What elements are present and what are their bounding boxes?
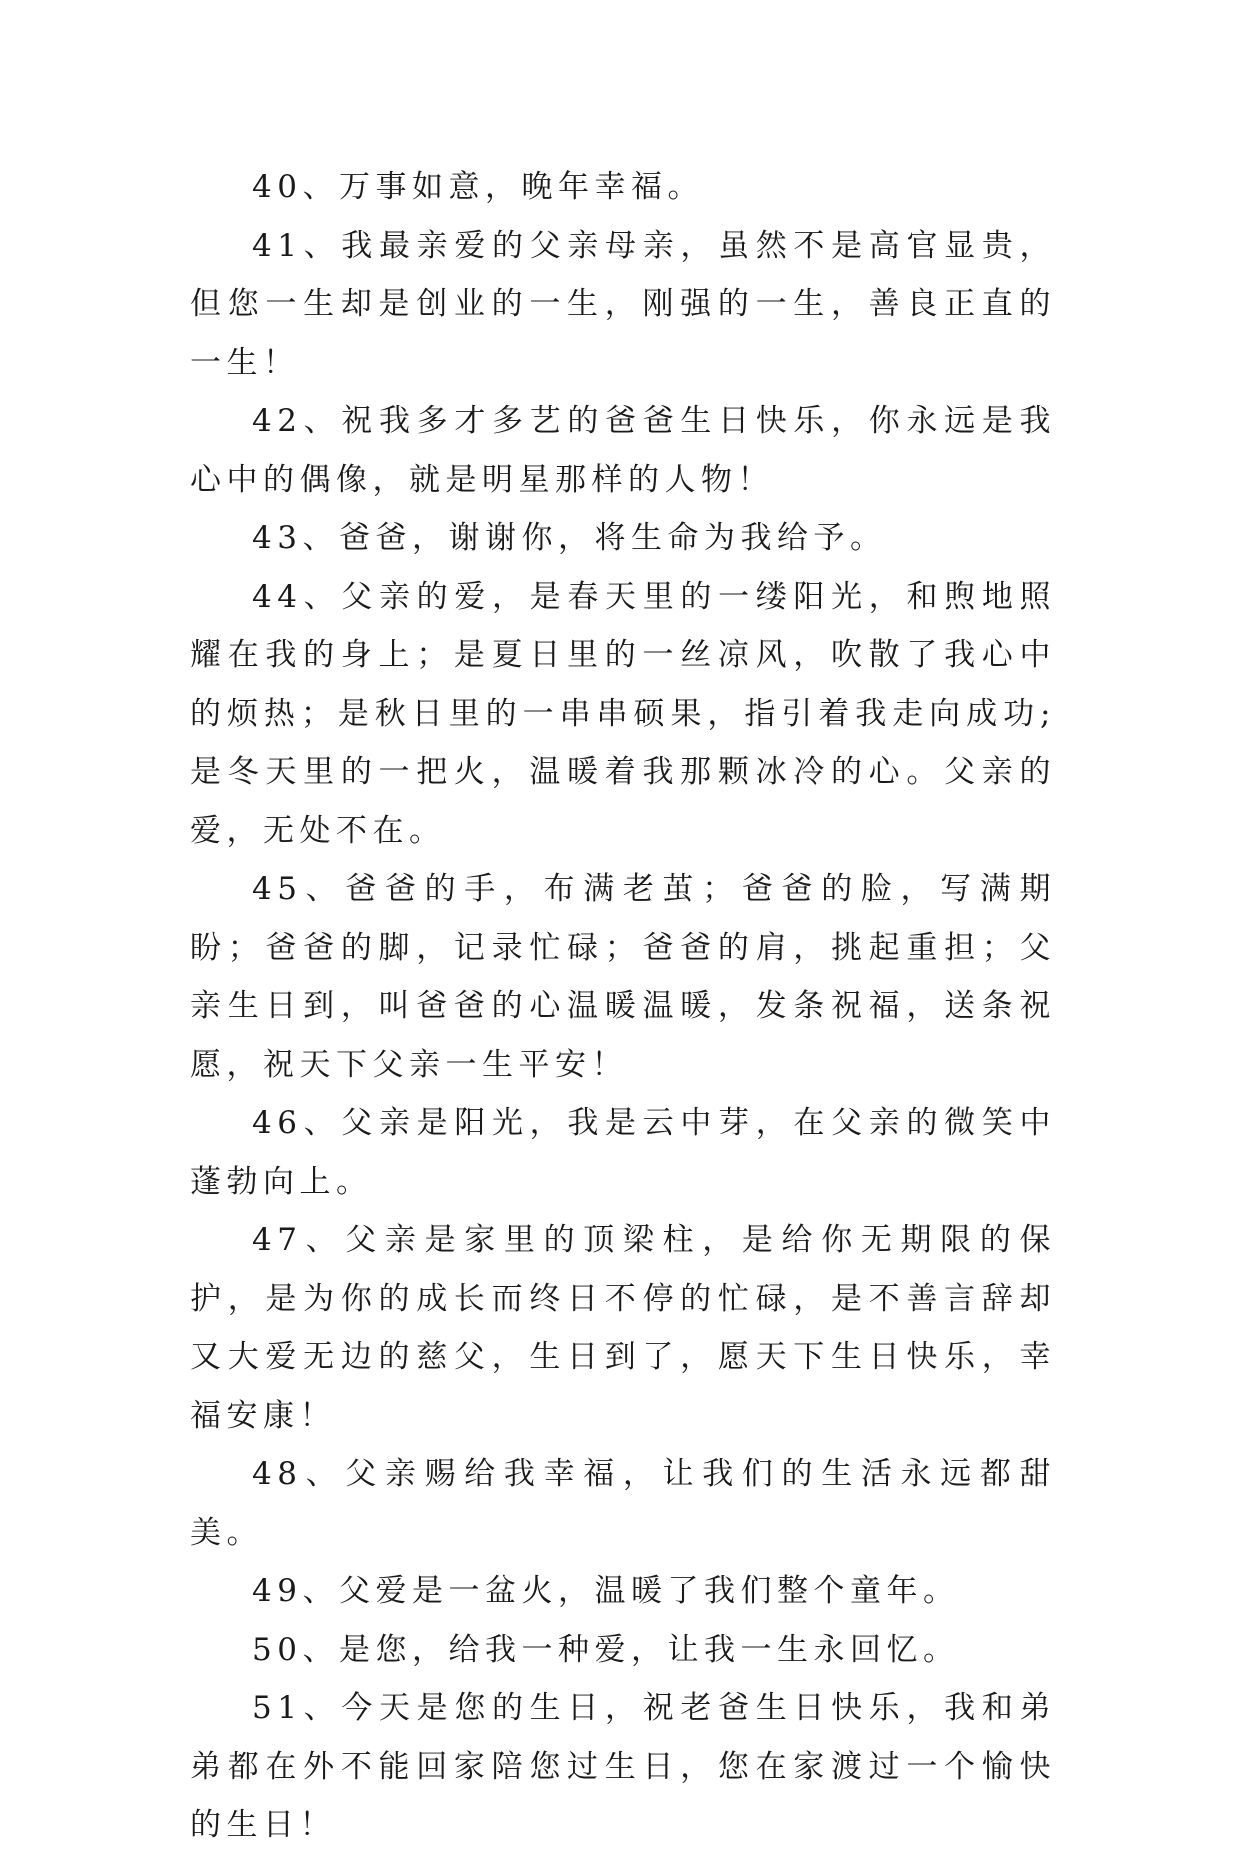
- paragraph-40: 40、万事如意，晚年幸福。: [252, 169, 704, 205]
- paragraph-41: 41、我最亲爱的父亲母亲，虽然不是高官显贵，但您一生却是创业的一生，刚强的一生，善良正直的一生！: [190, 227, 1056, 381]
- paragraph-49: 49、父爱是一盆火，温暖了我们整个童年。: [252, 1573, 960, 1609]
- paragraph-51: 51、今天是您的生日，祝老爸生日快乐，我和弟弟都在外不能回家陪您过生日，您在家渡过一个愉快的生日！: [190, 1690, 1056, 1843]
- document-body: [190, 158, 1056, 1855]
- paragraph-43: 43、爸爸，谢谢你，将生命为我给予。: [252, 520, 887, 556]
- paragraph-46: 46、父亲是阳光，我是云中芽，在父亲的微笑中蓬勃向上。: [190, 1105, 1056, 1200]
- paragraph-48: 48、父亲赐给我幸福，让我们的生活永远都甜美。: [190, 1456, 1056, 1551]
- paragraph-50: 50、是您，给我一种爱，让我一生永回忆。: [252, 1631, 960, 1668]
- paragraph-47: 47、父亲是家里的顶梁柱，是给你无期限的保护，是为你的成长而终日不停的忙碌，是不善言辞却又大爱无边的慈父，生日到了，愿天下生日快乐，幸福安康！: [190, 1222, 1056, 1434]
- paragraph-42: 42、祝我多才多艺的爸爸生日快乐，你永远是我心中的偶像，就是明星那样的人物！: [190, 403, 1056, 498]
- paragraph-45: 45、爸爸的手，布满老茧；爸爸的脸，写满期盼；爸爸的脚，记录忙碌；爸爸的肩，挑起重担；父亲生日到，叫爸爸的心温暖温暖，发条祝福，送条祝愿，祝天下父亲一生平安！: [190, 871, 1056, 1083]
- paragraph-44: 44、父亲的爱，是春天里的一缕阳光，和煦地照耀在我的身上；是夏日里的一丝凉风，吹散了我心中的烦热；是秋日里的一串串硕果，指引着我走向成功;是冬天里的一把火，温暖着我那颗冰冷的心。父亲的爱，无处不在。: [190, 578, 1056, 849]
